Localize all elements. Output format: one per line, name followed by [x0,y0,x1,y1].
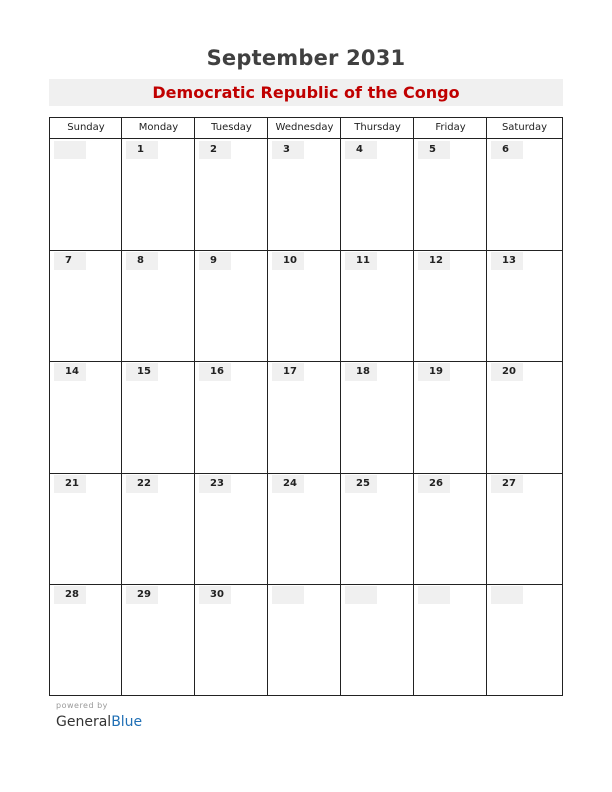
generalblue-logo[interactable] [56,713,142,731]
date-number: 30 [199,586,231,604]
date-number: 16 [199,363,231,381]
date-number: 2 [199,141,231,159]
date-number: 18 [345,363,377,381]
date-number: 13 [491,252,523,270]
day-cell[interactable] [50,584,122,695]
day-cell[interactable] [268,473,341,584]
date-number: 23 [199,475,231,493]
empty-day-cell[interactable] [341,584,414,695]
date-number: 12 [418,252,450,270]
day-cell[interactable] [487,361,562,472]
date-number [272,586,304,604]
day-cell[interactable] [341,250,414,361]
day-cell[interactable] [195,473,268,584]
day-cell[interactable] [341,139,414,250]
day-cell[interactable] [50,473,122,584]
date-number: 11 [345,252,377,270]
day-cell[interactable] [195,139,268,250]
day-cell[interactable] [122,139,195,250]
day-cell[interactable] [487,473,562,584]
date-number: 26 [418,475,450,493]
day-cell[interactable] [414,250,487,361]
empty-day-cell[interactable] [268,584,341,695]
day-cell[interactable] [341,473,414,584]
date-number: 5 [418,141,450,159]
date-number: 15 [126,363,158,381]
footer [56,701,142,731]
day-cell[interactable] [195,584,268,695]
date-number: 17 [272,363,304,381]
date-number: 20 [491,363,523,381]
weekday-header-wednesday: Wednesday [275,122,334,133]
day-cell[interactable] [414,473,487,584]
day-cell[interactable] [122,584,195,695]
weekday-header-saturday: Saturday [501,122,548,133]
date-number: 7 [54,252,86,270]
date-number: 24 [272,475,304,493]
brand-general-text: General [56,714,112,730]
date-number: 27 [491,475,523,493]
empty-day-cell[interactable] [487,584,562,695]
date-number: 14 [54,363,86,381]
weekday-header-friday: Friday [435,122,466,133]
day-cell[interactable] [487,250,562,361]
day-cell[interactable] [195,361,268,472]
country-banner: Democratic Republic of the Congo [49,79,563,106]
weekday-header-tuesday: Tuesday [211,122,252,133]
date-number: 4 [345,141,377,159]
calendar-grid [49,117,563,696]
date-number: 21 [54,475,86,493]
day-cell[interactable] [487,139,562,250]
date-number: 25 [345,475,377,493]
date-number: 8 [126,252,158,270]
day-cell[interactable] [268,139,341,250]
date-number: 22 [126,475,158,493]
day-cell[interactable] [122,473,195,584]
empty-day-cell[interactable] [414,584,487,695]
weekday-header-sunday: Sunday [67,122,105,133]
day-cell[interactable] [50,250,122,361]
day-cell[interactable] [122,361,195,472]
weekday-header-monday: Monday [138,122,179,133]
page-title: September 2031 [206,46,406,70]
date-number: 19 [418,363,450,381]
day-cell[interactable] [195,250,268,361]
day-cell[interactable] [268,361,341,472]
date-number: 10 [272,252,304,270]
day-cell[interactable] [122,250,195,361]
day-cell[interactable] [50,361,122,472]
date-number: 28 [54,586,86,604]
date-number: 3 [272,141,304,159]
day-cell[interactable] [414,361,487,472]
day-cell[interactable] [341,361,414,472]
brand-blue-text: Blue [111,714,143,730]
date-number: 9 [199,252,231,270]
day-cell[interactable] [268,250,341,361]
date-number: 1 [126,141,158,159]
empty-day-cell[interactable] [50,139,122,250]
day-cell[interactable] [414,139,487,250]
date-number [418,586,450,604]
date-number [345,586,377,604]
date-number [54,141,86,159]
weekday-header-thursday: Thursday [354,122,401,133]
date-number: 29 [126,586,158,604]
date-number: 6 [491,141,523,159]
powered-by-label: powered by [56,701,108,710]
date-number [491,586,523,604]
